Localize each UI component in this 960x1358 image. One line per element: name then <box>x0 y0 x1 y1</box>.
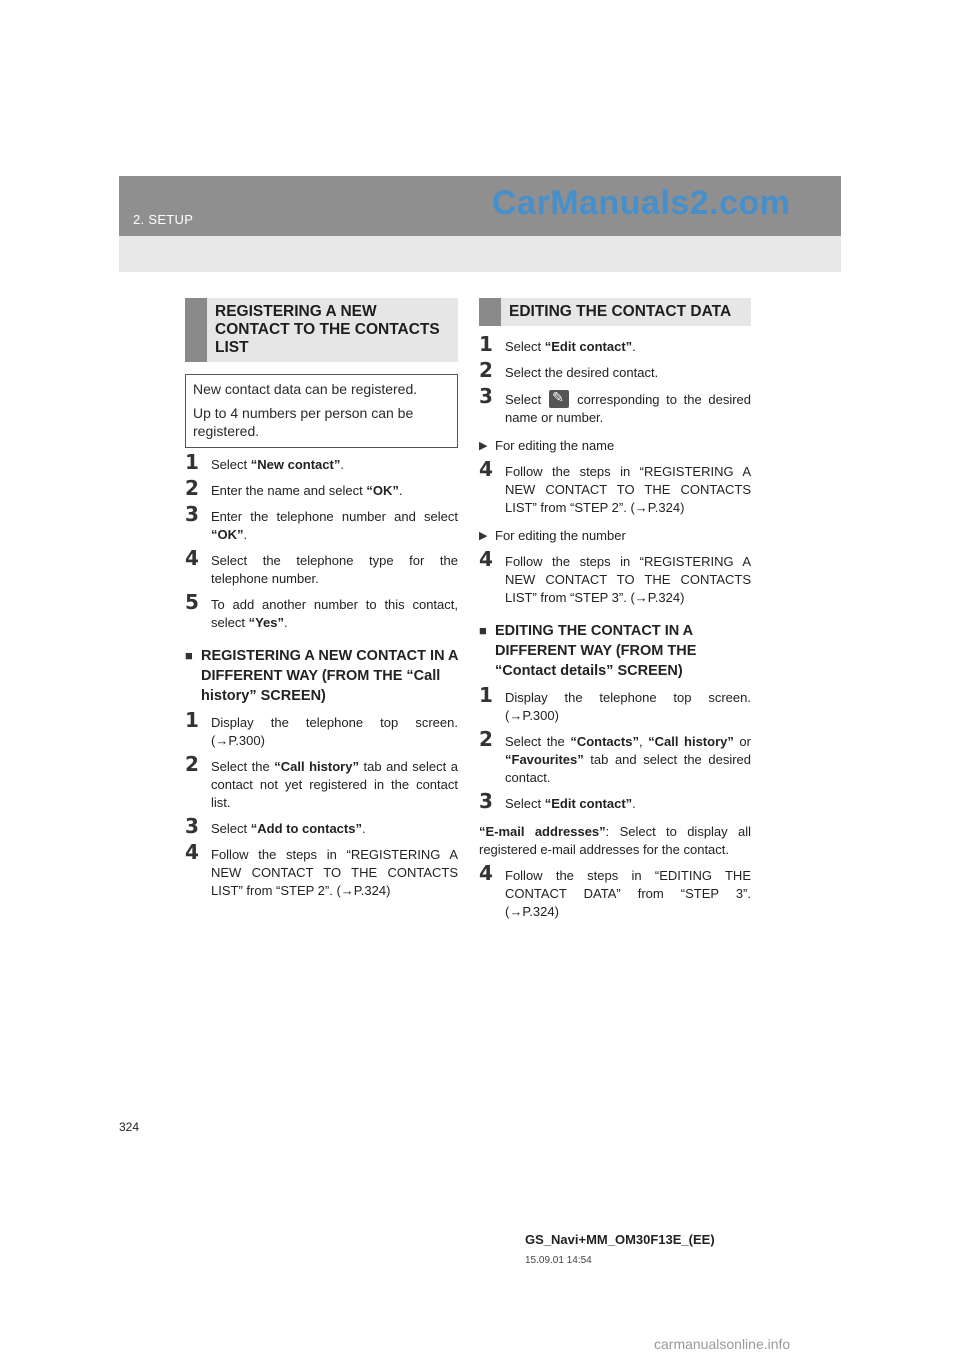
document-date: 15.09.01 14:54 <box>525 1255 592 1266</box>
square-bullet-icon: ■ <box>479 623 487 638</box>
step-item: 4 Follow the steps in “REGISTERING A NEW CONTACT TO THE CONTACTS LIST” from “STEP 3”. (→P.324) <box>479 547 751 605</box>
right-column <box>479 298 751 921</box>
step-item: 2 Select the “Contacts”, “Call history” or “Favourites” tab and select the desired contact. <box>479 727 751 785</box>
section-heading-edit: EDITING THE CONTACT DATA <box>479 298 751 326</box>
step-item: 2 Enter the name and select “OK”. <box>185 476 403 500</box>
step-item: 4 Select the telephone type for the telephone number. <box>185 546 458 586</box>
email-addresses-note: “E-mail addresses”: Select to display all registered e-mail addresses for the contact. <box>479 824 751 857</box>
square-bullet-icon: ■ <box>185 648 193 663</box>
step-item: 3 Enter the telephone number and select “OK”. <box>185 502 458 542</box>
step-item: 2 Select the desired contact. <box>479 358 659 382</box>
step-item: 3 Select “Edit contact”. <box>479 789 636 813</box>
step-item: 3 Select✎ corresponding to the desired name or number. <box>479 390 751 427</box>
step-item: 3 Select “Add to contacts”. <box>185 814 366 838</box>
bullet-editing-number: ▶ For editing the number <box>479 527 751 545</box>
step-item: 4 Follow the steps in “REGISTERING A NEW CONTACT TO THE CONTACTS LIST” from “STEP 2”. (→P.324) <box>479 457 751 515</box>
step-item: 1 Select “New contact”. <box>185 450 344 474</box>
site-watermark: carmanualsonline.info <box>654 1336 791 1352</box>
step-item: 4 Follow the steps in “EDITING THE CONTACT DATA” from “STEP 3”. (→P.324) <box>479 861 751 919</box>
note-line: Up to 4 numbers per person can be registered. <box>193 405 414 439</box>
page-number: 324 <box>119 1120 140 1134</box>
step-item: 5 To add another number to this contact, select “Yes”. <box>185 590 458 630</box>
header-subband <box>119 236 841 272</box>
note-line: New contact data can be registered. <box>193 381 418 397</box>
section-label: 2. SETUP <box>133 212 194 227</box>
info-note <box>185 374 458 448</box>
step-item: 2 Select the “Call history” tab and select a contact not yet registered in the contact list. <box>185 752 459 810</box>
step-item: 4 Follow the steps in “REGISTERING A NEW CONTACT TO THE CONTACTS LIST” from “STEP 2”. (→P.324) <box>185 840 458 898</box>
step-item: 1 Select “Edit contact”. <box>479 332 636 356</box>
step-item: 1 Display the telephone top screen. (→P.300) <box>185 708 458 748</box>
watermark: CarManuals2.com <box>492 184 791 222</box>
document-code: GS_Navi+MM_OM30F13E_(EE) <box>525 1232 715 1247</box>
pencil-icon <box>549 390 569 408</box>
section-heading-register: REGISTERING A NEW CONTACT TO THE CONTACTS LIST <box>185 298 458 362</box>
subheading-call-history: ■ REGISTERING A NEW CONTACT IN A DIFFERENT WAY (FROM THE “Call history” SCREEN) <box>185 648 458 704</box>
left-column <box>185 298 458 900</box>
step-item: 1 Display the telephone top screen. (→P.300) <box>479 683 751 723</box>
bullet-editing-name: ▶ For editing the name <box>479 437 751 455</box>
subheading-contact-details: ■ EDITING THE CONTACT IN A DIFFERENT WAY (FROM THE “Contact details” SCREEN) <box>479 623 697 679</box>
